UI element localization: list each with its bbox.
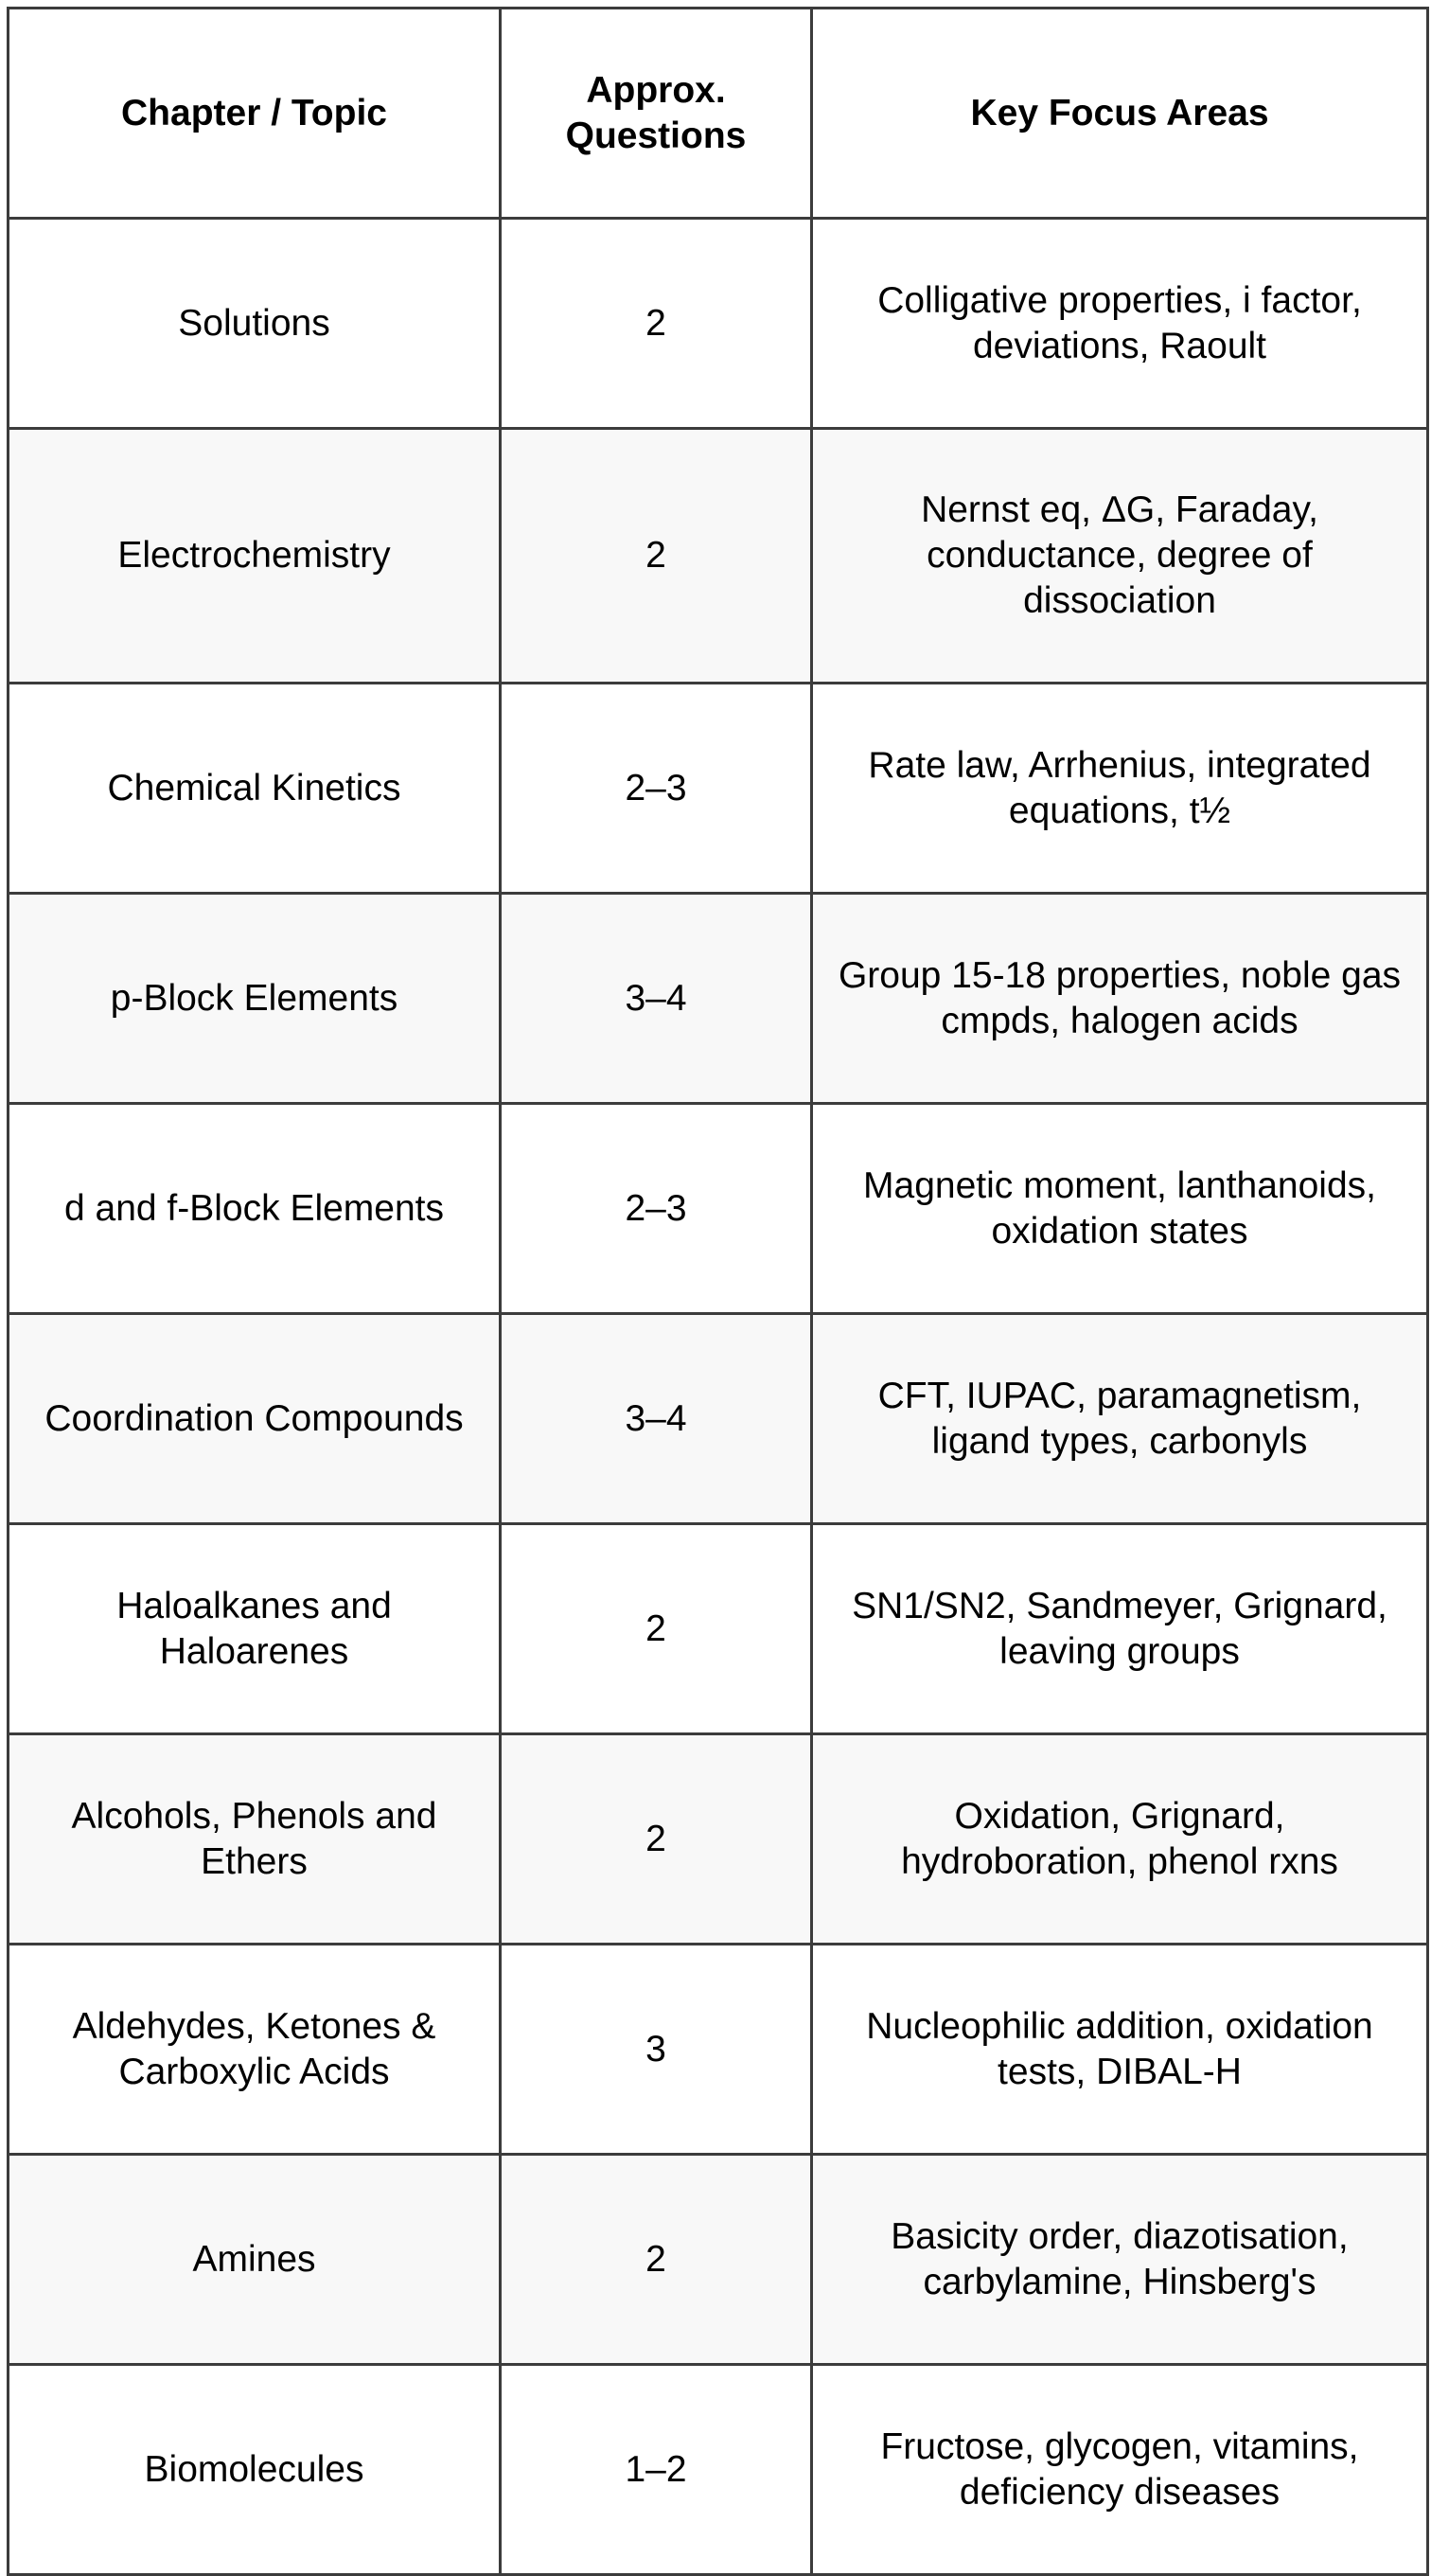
table-row <box>9 684 1428 894</box>
questions-cell: 3 <box>501 1945 812 2155</box>
topic-cell: d and f-Block Elements <box>9 1104 501 1314</box>
focus-cell: Fructose, glycogen, vitamins, deficiency diseases <box>812 2365 1428 2575</box>
focus-cell: Basicity order, diazotisation, carbylamine, Hinsberg's <box>812 2155 1428 2365</box>
questions-cell: 2 <box>501 219 812 429</box>
table-row <box>9 894 1428 1104</box>
table-row <box>9 2155 1428 2365</box>
focus-cell: Oxidation, Grignard, hydroboration, phenol rxns <box>812 1734 1428 1945</box>
topic-cell: Solutions <box>9 219 501 429</box>
table-row <box>9 219 1428 429</box>
questions-cell: 2 <box>501 429 812 684</box>
focus-cell: Nernst eq, ΔG, Faraday, conductance, degree of dissociation <box>812 429 1428 684</box>
table-row <box>9 1945 1428 2155</box>
questions-cell: 2–3 <box>501 684 812 894</box>
topic-cell: Biomolecules <box>9 2365 501 2575</box>
table-row <box>9 1524 1428 1734</box>
topic-cell: Amines <box>9 2155 501 2365</box>
topic-cell: Aldehydes, Ketones & Carboxylic Acids <box>9 1945 501 2155</box>
header-approx-questions: Approx. Questions <box>501 9 812 219</box>
header-chapter-topic: Chapter / Topic <box>9 9 501 219</box>
table-row <box>9 1104 1428 1314</box>
questions-cell: 2 <box>501 2155 812 2365</box>
topic-cell: Haloalkanes and Haloarenes <box>9 1524 501 1734</box>
table-header-row <box>9 9 1428 219</box>
questions-cell: 2 <box>501 1524 812 1734</box>
topic-cell: Alcohols, Phenols and Ethers <box>9 1734 501 1945</box>
topic-cell: Chemical Kinetics <box>9 684 501 894</box>
questions-cell: 2–3 <box>501 1104 812 1314</box>
header-key-focus-areas: Key Focus Areas <box>812 9 1428 219</box>
focus-cell: Colligative properties, i factor, deviations, Raoult <box>812 219 1428 429</box>
topic-cell: p-Block Elements <box>9 894 501 1104</box>
table-row <box>9 2365 1428 2575</box>
focus-cell: Group 15-18 properties, noble gas cmpds, halogen acids <box>812 894 1428 1104</box>
table-row <box>9 1314 1428 1524</box>
table-row <box>9 1734 1428 1945</box>
topic-cell: Electrochemistry <box>9 429 501 684</box>
focus-cell: Nucleophilic addition, oxidation tests, DIBAL-H <box>812 1945 1428 2155</box>
questions-cell: 2 <box>501 1734 812 1945</box>
focus-cell: Rate law, Arrhenius, integrated equations, t½ <box>812 684 1428 894</box>
focus-cell: Magnetic moment, lanthanoids, oxidation states <box>812 1104 1428 1314</box>
questions-cell: 1–2 <box>501 2365 812 2575</box>
questions-cell: 3–4 <box>501 1314 812 1524</box>
focus-cell: SN1/SN2, Sandmeyer, Grignard, leaving groups <box>812 1524 1428 1734</box>
table-row <box>9 429 1428 684</box>
focus-cell: CFT, IUPAC, paramagnetism, ligand types, carbonyls <box>812 1314 1428 1524</box>
questions-cell: 3–4 <box>501 894 812 1104</box>
chapter-weightage-table <box>7 7 1429 2576</box>
topic-cell: Coordination Compounds <box>9 1314 501 1524</box>
